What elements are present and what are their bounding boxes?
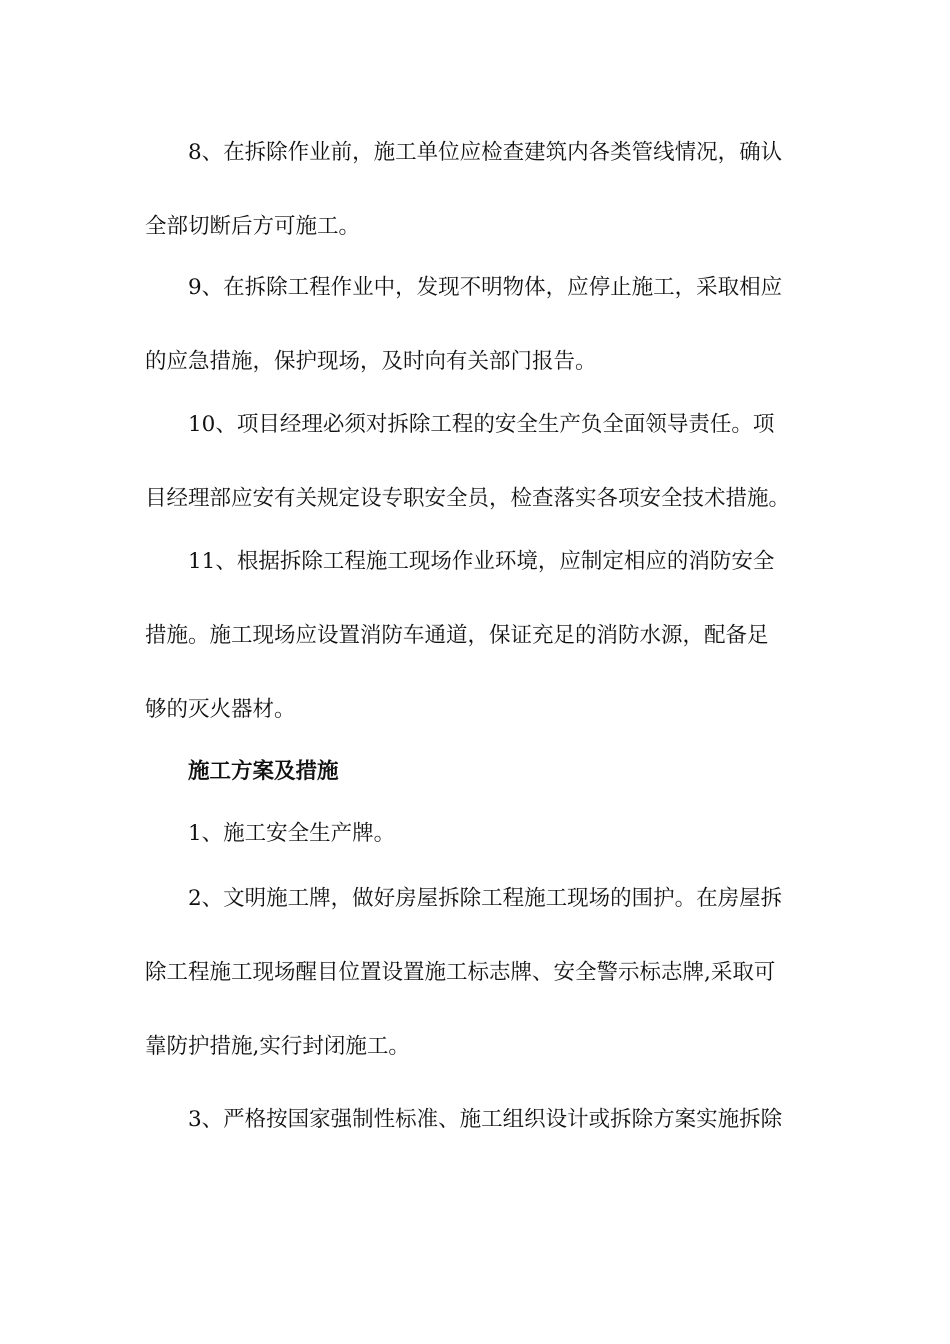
- text-line-item11-start: 11、根据拆除工程施工现场作业环境，应制定相应的消防安全: [188, 549, 775, 574]
- text-line-item8-end: 全部切断后方可施工。: [145, 214, 361, 239]
- text-line-item10-start: 10、项目经理必须对拆除工程的安全生产负全面领导责任。项: [188, 412, 775, 437]
- text-line-plan2-end: 靠防护措施,实行封闭施工。: [145, 1034, 410, 1059]
- text-line-plan2-start: 2、文明施工牌，做好房屋拆除工程施工现场的围护。在房屋拆: [188, 886, 783, 911]
- text-line-plan2-middle: 除工程施工现场醒目位置设置施工标志牌、安全警示标志牌,采取可: [145, 960, 776, 985]
- text-line-item10-end: 目经理部应安有关规定设专职安全员，检查落实各项安全技术措施。: [145, 486, 791, 511]
- text-line-item9-end: 的应急措施，保护现场，及时向有关部门报告。: [145, 349, 597, 374]
- text-line-plan1: 1、施工安全生产牌。: [188, 821, 396, 846]
- text-line-plan3-start: 3、严格按国家强制性标准、施工组织设计或拆除方案实施拆除: [188, 1107, 783, 1132]
- text-line-item11-middle: 措施。施工现场应设置消防车通道，保证充足的消防水源，配备足: [145, 623, 769, 648]
- text-line-item9-start: 9、在拆除工程作业中，发现不明物体，应停止施工，采取相应: [188, 275, 783, 300]
- section-heading: 施工方案及措施: [188, 759, 339, 784]
- text-line-item11-end: 够的灭火器材。: [145, 697, 296, 722]
- text-line-item8-start: 8、在拆除作业前，施工单位应检查建筑内各类管线情况，确认: [188, 140, 783, 165]
